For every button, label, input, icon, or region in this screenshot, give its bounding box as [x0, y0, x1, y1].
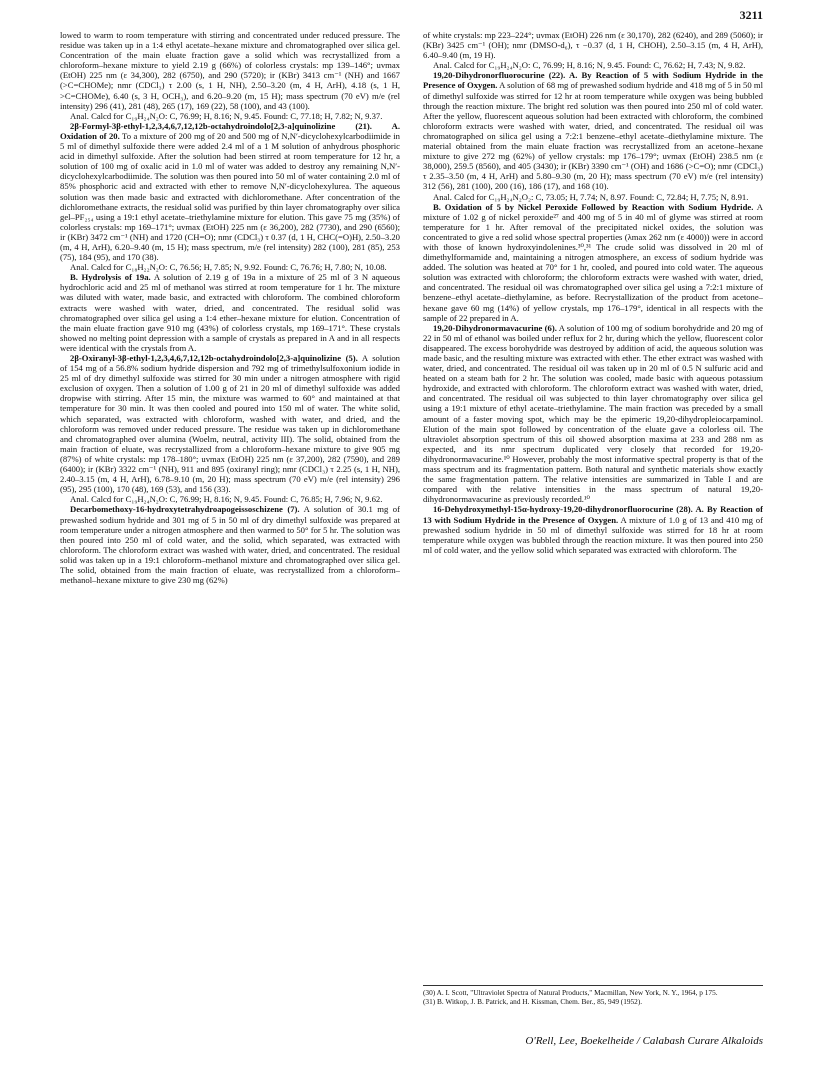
paragraph-text: A solution of 154 mg of a 56.8% sodium hydride dispersion and 792 mg of trimethylsulfoxonium iodide in 25 ml of dry dimethyl sulfoxide was stirred for 30 min under a nitrogen atmosphere with rigid exclusion of oxygen. Then a solution of 1.00 g of 21 in 20 ml of dimethyl sulfoxide was added dropwise with stirring. After 15 min, the mixture was warmed to 60° and maintained at that temperature for 30 min. It was then cooled and poured into 150 ml of water. The white solid, which separated, was extracted with chloroform, washed with water, and dried, and the chloroform was removed under reduced pressure. The residue was taken up in dichloromethane and chromatographed over alumina (Woelm, neutral, activity III). The solid, obtained from the main fraction of eluate, was recrystallized from a chloroform–hexane mixture to give 905 mg (87%) of white crystals: mp 178–180°; uvmax (EtOH) 225 nm (ε 37,200), 282 (7590), and 289 (6400); ir (KBr) 3322 cm⁻¹ (NH), 911 and 895 (oxiranyl ring); nmr (CDCl₃) τ 2.25 (s, 1 H, NH), 2.40–3.15 (m, 4 H, ArH), 6.78–9.10 (m, 20 H); mass spectrum (70 eV) m/e (rel intensity) 296 (95), 295 (100), 170 (48), 169 (53), and 156 (33). — [60, 353, 400, 495]
paragraph — [60, 353, 400, 494]
paragraph — [423, 70, 763, 191]
paragraph-text: Anal. Calcd for C₁₉H₂₄N₂O: C, 76.99; H, 8.16; N, 9.45. Found: C, 77.18; H, 7.82; N, 9.37. — [70, 110, 383, 121]
paragraph-text: lowed to warm to room temperature with stirring and concentrated under reduced pressure. The residue was taken up in a 1:4 ethyl acetate–hexane mixture and chromatographed over silica gel. Concentration of the main eluate fraction gave a solid which was recrystallized from a chloroform–hexane mixture to yield 2.19 g (66%) of colorless crystals: mp 139–146°; uvmax (EtOH) 225 nm (ε 34,300), 282 (6750), and 290 (5720); ir (KBr) 3413 cm⁻¹ (NH) and 1667 (>C=CHOMe); nmr (CDCl₃) τ 2.00 (s, 1 H, NH), 2.50–3.20 (m, 4 H, ArH), 4.18 (s, 1 H, >C=CHOMe), 6.40 (s, 3 H, OCH₃), and 6.20–9.20 (m, 15 H); mass spectrum (70 eV) m/e (rel intensity) 296 (41), 281 (48), 265 (17), 169 (22), 58 (100), and 43 (100). — [60, 30, 400, 111]
paragraph — [60, 30, 400, 111]
paragraph-text: A mixture of 1.0 g of 13 and 410 mg of prewashed sodium hydride in 50 ml of dimethyl sulfoxide was stirred for 18 hr at room temperature while oxygen was bubbled through the reaction mixture. It was then poured into 250 ml of cold water, and the yellow solid which separated was extracted with chloroform. The — [423, 514, 763, 555]
paragraph-text: A solution of 68 mg of prewashed sodium hydride and 418 mg of 5 in 50 ml of dimethyl sulfoxide was stirred for 12 hr at room temperature while oxygen was being bubbled through the reaction mixture. The bright red solution was then poured into 250 ml of cold water. After the yellow, fluorescent aqueous solution had been extracted with chloroform, the combined chloroform extracts were washed with water, dried, and concentrated. The residual oil was chromatographed on silica gel using a 7:2:1 benzene–ethyl acetate–diethylamine mixture. The material obtained from the main eluate fraction was recrystallized from an acetone–hexane mixture to give 272 mg (62%) of yellow crystals: mp 176–179°; uvmax (EtOH) 238.5 nm (ε 38,000), 259.5 (8560), and 405 (3430); ir (KBr) 3390 cm⁻¹ (OH) and 1686 (>C=O); nmr (CDCl₃) τ 2.35–3.50 (m, 4 H, ArH) and 5.80–9.30 (m, 20 H); mass spectrum (70 eV) m/e (rel intensity) 312 (56), 281 (100), 200 (16), 186 (17), and 168 (10). — [423, 80, 763, 192]
paragraph — [60, 262, 400, 272]
paragraph-text: Anal. Calcd for C₁₉H₂₄N₂O: C, 76.99; H, 8.16; N, 9.45. Found: C, 76.62; H, 7.43; N, 9.82. — [433, 60, 746, 71]
section-heading: 19,20-Dihydronorfluorocurine (22). A. By Reaction of 5 with Sodium Hydride in the Presence of Oxygen. — [423, 70, 763, 91]
paragraph — [423, 192, 763, 202]
section-heading: B. Oxidation of 5 by Nickel Peroxide Followed by Reaction with Sodium Hydride. — [433, 201, 754, 212]
paragraph — [60, 494, 400, 504]
page-number: 3211 — [739, 8, 763, 22]
paragraph-text: A solution of 2.19 g of 19a in a mixture of 25 ml of 3 N aqueous hydrochloric acid and 25 ml of methanol was stirred at room temperature for 1 hr. The mixture was diluted with water, made basic, and extracted with chloroform. The combined chloroform extracts were washed with water, dried, and concentrated. The residual solid was chromatographed over silica gel using a 1:4 ether–hexane mixture for elution. Concentration of the main eluate fraction gave 910 mg (43%) of colorless crystals, mp 169–171°. These crystals showed no melting point depression with a sample of crystals as prepared in A and in all respects were identical with the crystals from A. — [60, 272, 400, 353]
footnote: (30) A. I. Scott, "Ultraviolet Spectra of Natural Products," Macmillan, New York, N. Y., 1964, p 175. — [423, 988, 718, 997]
paragraph-text: Anal. Calcd for C₁₉H₂₄N₂O: C, 76.99; H, 8.16; N, 9.45. Found: C, 76.85; H, 7.96; N, 9.62. — [70, 494, 383, 505]
paragraph-text: A solution of 100 mg of sodium borohydride and 20 mg of 22 in 50 ml of ethanol was boiled under reflux for 2 hr, during which the yellow, fluorescent color disappeared. The excess borohydride was destroyed by addition of acid, the aqueous solution was made basic, and the resulting mixture was extracted with ether. The ether extract was washed with water, dried, and concentrated. The residual oil was taken up in 20 ml of 0.5 N sulfuric acid and heated on a steam bath for 2 hr. The solution was cooled, made basic with aqueous potassium hydroxide, and extracted with chloroform. The chloroform extract was washed with water, dried, and concentrated. The residual oil was subjected to thin layer chromatography over silica gel using a 19:1 mixture of ethyl acetate–triethylamine. The main fraction was preceded by a small amount of a faster moving spot, which may be the epimeric 19,20-dihydropleiocarpaminol. Elution of the main spot followed by concentration of the eluate gave a colorless oil. The ultraviolet absorption spectrum of this oil showed absorption maxima at 233 and 288 nm as expected, and its nmr spectrum duplicated very closely that recorded for 19,20-dihydronormavacurine.¹⁰ However, probably the most informative spectral property is that of the mass spectrum and its fragmentation pattern. Both natural and synthetic materials show exactly the same fragmentation pattern. The relative intensities are summarized in Table I and are compared with the relative intensities in the mass spectrum of natural 19,20-dihydronormavacurine as previously recorded.¹⁰ — [423, 322, 763, 505]
paragraph — [423, 504, 763, 554]
paragraph-text: To a mixture of 200 mg of 20 and 500 mg of N,N′-dicyclohexylcarbodiimide in 5 ml of dimethyl sulfoxide there were added 2.4 ml of a 1 M solution of anhydrous phosphoric acid in dimethyl sulfoxide. After the solution had been stirred at room temperature for 12 hr, a solution of 100 mg of oxalic acid in 1.0 ml of water was added to destroy any remaining N,N′-dicyclohexylcarbodiimide. The solution was then poured into 50 ml of water containing 2.0 ml of 85% phosphoric acid and extracted with ether to remove N,N′-dicyclohexylurea. The aqueous solution was then made basic and extracted with dichloromethane. After concentration of the dichloromethane extracts, the residual solid was purified by thin layer chromatography over silica gel–PF₂₅₄ using a 19:1 ethyl acetate–triethylamine mixture for elution. This gave 75 mg (35%) of colorless crystals: mp 169–171°; uvmax (EtOH) 225 nm (ε 36,200), 282 (7730), and 290 (6560); ir (KBr) 3472 cm⁻¹ (NH) and 1720 (CH=O); nmr (CDCl₃) τ 0.37 (d, 1 H, CHC(=O)H), 2.50–3.20 (m, 4 H, ArH), 6.20–9.40 (m, 15 H); mass spectrum, m/e (rel intensity) 282 (100), 281 (85), 253 (75), 184 (95), and 170 (38). — [60, 130, 400, 263]
section-heading: 19,20-Dihydronormavacurine (6). — [433, 322, 557, 333]
paragraph — [423, 202, 763, 323]
section-heading: B. Hydrolysis of 19a. — [70, 272, 151, 283]
paragraph-text: A solution of 30.1 mg of prewashed sodium hydride and 301 mg of 5 in 50 ml of dry dimethyl sulfoxide was prepared at room temperature under a nitrogen atmosphere and then warmed to 50° for 5 hr. The solution was then poured into 250 ml of cold water, and the solid, which separated, was extracted with chloroform. The chloroform extract was washed with water, dried, and concentrated. The residual solid was taken up in a 19:1 chloroform–methanol mixture and chromatographed over silica gel. The solid, obtained from the main fraction of eluate, was recrystallized from a chloroform–methanol–hexane mixture to give 230 mg (62%) — [60, 504, 400, 586]
paragraph-text: Anal. Calcd for C₁₈H₂₂N₂O: C, 76.56; H, 7.85; N, 9.92. Found: C, 76.76; H, 7.80; N, 10.08. — [70, 262, 387, 273]
paragraph-text: Anal. Calcd for C₁₉H₂₄N₂O₂: C, 73.05; H, 7.74; N, 8.97. Found: C, 72.84; H, 7.75; N, 8.91. — [433, 191, 749, 202]
paragraph — [423, 323, 763, 505]
paragraph-text: A mixture of 1.02 g of nickel peroxide²⁷ and 400 mg of 5 in 40 ml of glyme was stirred at room temperature for 1 hr. After removal of the precipitated nickel oxides, the solution was concentrated to give a red solid whose spectral properties (λmax 262 nm (ε 4000)) were in accord with those of known hydroxyindolenines.³⁰,³¹ The crude solid was dissolved in 20 ml of dimethylformamide and, maintaining a nitrogen atmosphere, an excess of sodium hydride was added. The solution was heated at 70° for 1 hr, cooled, and poured into cold water. The aqueous solution was extracted with chloroform; the chloroform extracts were washed with water, dried, and concentrated. The residual oil was chromatographed over silica gel using a 7:2:1 mixture of benzene–ethyl acetate–diethylamine, as before. Recrystallization of the product from acetone–hexane gave 60 mg (14%) of yellow crystals, mp 176–179°, identical in all respects with the sample of 22 prepared in A. — [423, 201, 763, 323]
section-heading: Decarbomethoxy-16-hydroxytetrahydroapogeissoschizene (7). — [70, 504, 300, 515]
paragraph — [423, 60, 763, 70]
right-column — [423, 30, 763, 980]
left-column — [60, 30, 400, 1030]
paragraph-text: of white crystals: mp 223–224°; uvmax (EtOH) 226 nm (ε 30,170), 282 (6240), and 289 (5060); ir (KBr) 3425 cm⁻¹ (OH); nmr (DMSO-d₆), τ −0.37 (d, 1 H, CHOH), 2.50–3.15 (m, 4 H, ArH), 6.40–9.40 (m, 19 H). — [423, 30, 763, 61]
section-heading: 2β-Formyl-3β-ethyl-1,2,3,4,6,7,12,12b-octahydroindolo[2,3-a]quinolizine (21). A. Oxidation of 20. — [60, 120, 400, 141]
paragraph — [60, 272, 400, 353]
footnotes — [423, 985, 763, 1006]
paragraph — [60, 111, 400, 121]
paragraph — [60, 121, 400, 262]
footnote: (31) B. Witkop, J. B. Patrick, and H. Kissman, Chem. Ber., 85, 949 (1952). — [423, 996, 643, 1006]
section-heading: 16-Dehydroxymethyl-15α-hydroxy-19,20-dihydronorfluorocurine (28). A. By Reaction of 13 with Sodium Hydride in the Presence of Oxygen. — [423, 504, 763, 525]
paragraph — [423, 30, 763, 60]
running-footer: O'Rell, Lee, Boekelheide / Calabash Curare Alkaloids — [525, 1035, 763, 1047]
paragraph — [60, 504, 400, 585]
section-heading: 2β-Oxiranyl-3β-ethyl-1,2,3,4,6,7,12,12b-octahydroindolo[2,3-a]quinolizine (5). — [70, 353, 358, 363]
